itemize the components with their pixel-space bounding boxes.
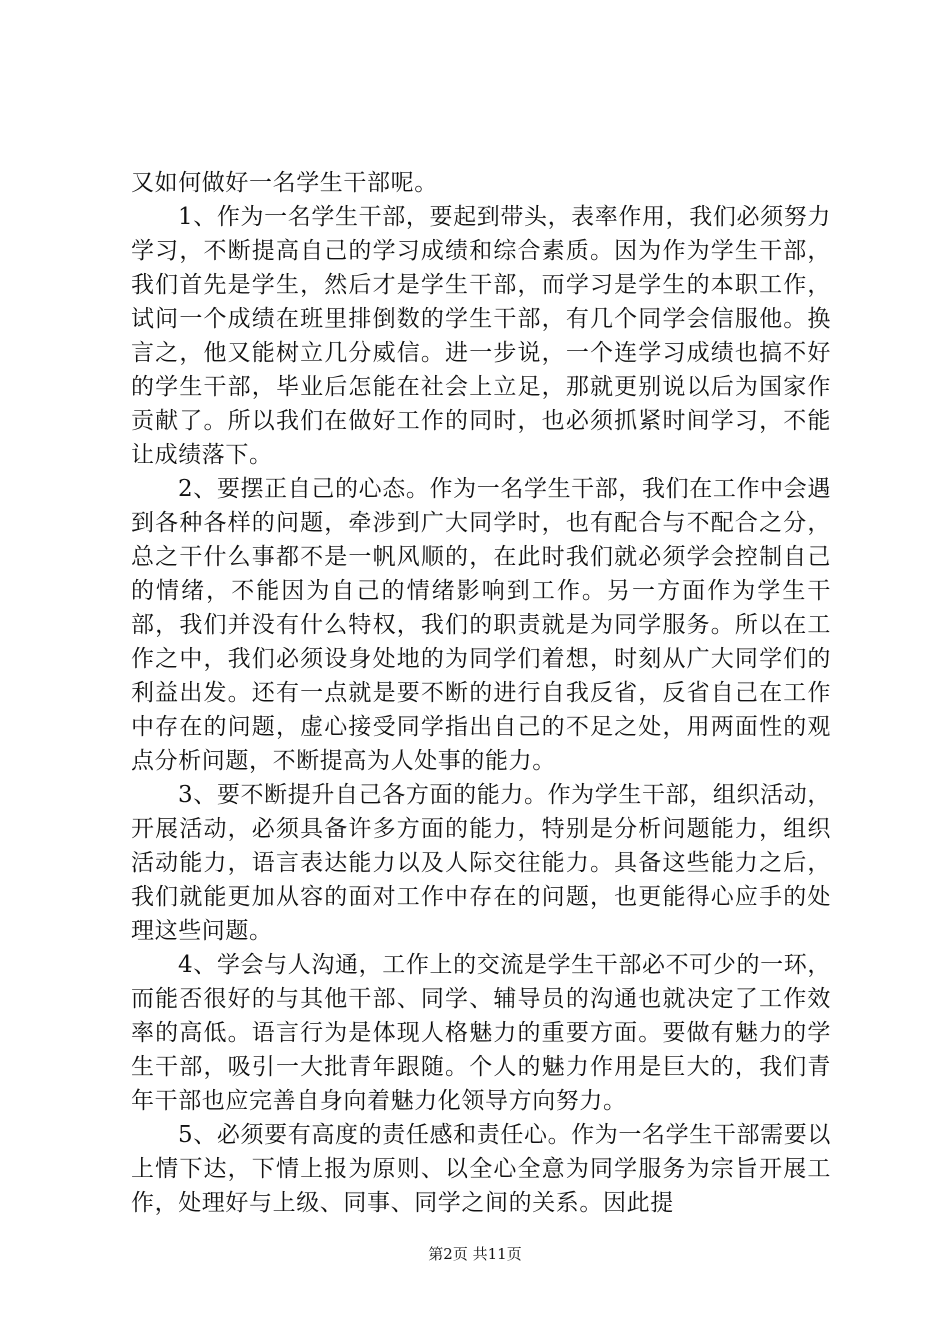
paragraph-item-5: 5、必须要有高度的责任感和责任心。作为一名学生干部需要以上情下达，下情上报为原则、以全心全意为同学服务为宗旨开展工作，处理好与上级、同事、同学之间的关系。因此提 xyxy=(131,1122,831,1216)
paragraph-continuation: 又如何做好一名学生干部呢。 xyxy=(131,170,438,196)
paragraph-item-2: 2、要摆正自己的心态。作为一名学生干部，我们在工作中会遇到各种各样的问题，牵涉到广大同学时，也有配合与不配合之分，总之干什么事都不是一帆风顺的，在此时我们就必须学会控制自己的情绪，不能因为自己的情绪影响到工作。另一方面作为学生干部，我们并没有什么特权，我们的职责就是为同学服务。所以在工作之中，我们必须设身处地的为同学们着想，时刻从广大同学们的利益出发。还有一点就是要不断的进行自我反省，反省自己在工作中存在的问题，虚心接受同学指出自己的不足之处，用两面性的观点分析问题，不断提高为人处事的能力。 xyxy=(131,476,831,774)
paragraph-item-4: 4、学会与人沟通，工作上的交流是学生干部必不可少的一环，而能否很好的与其他干部、同学、辅导员的沟通也就决定了工作效率的高低。语言行为是体现人格魅力的重要方面。要做有魅力的学生干部，吸引一大批青年跟随。个人的魅力作用是巨大的，我们青年干部也应完善自身向着魅力化领导方向努力。 xyxy=(131,952,831,1114)
document-body xyxy=(131,166,831,1220)
paragraph-item-3: 3、要不断提升自己各方面的能力。作为学生干部，组织活动，开展活动，必须具备许多方面的能力，特别是分析问题能力，组织活动能力，语言表达能力以及人际交往能力。具备这些能力之后，我们就能更加从容的面对工作中存在的问题，也更能得心应手的处理这些问题。 xyxy=(131,782,831,944)
paragraph-item-1: 1、作为一名学生干部，要起到带头，表率作用，我们必须努力学习，不断提高自己的学习成绩和综合素质。因为作为学生干部，我们首先是学生，然后才是学生干部，而学习是学生的本职工作，试问一个成绩在班里排倒数的学生干部，有几个同学会信服他。换言之，他又能树立几分威信。进一步说，一个连学习成绩也搞不好的学生干部，毕业后怎能在社会上立足，那就更别说以后为国家作贡献了。所以我们在做好工作的同时，也必须抓紧时间学习，不能让成绩落下。 xyxy=(131,204,831,468)
page-number-footer: 第2页 共11页 xyxy=(428,1245,522,1263)
